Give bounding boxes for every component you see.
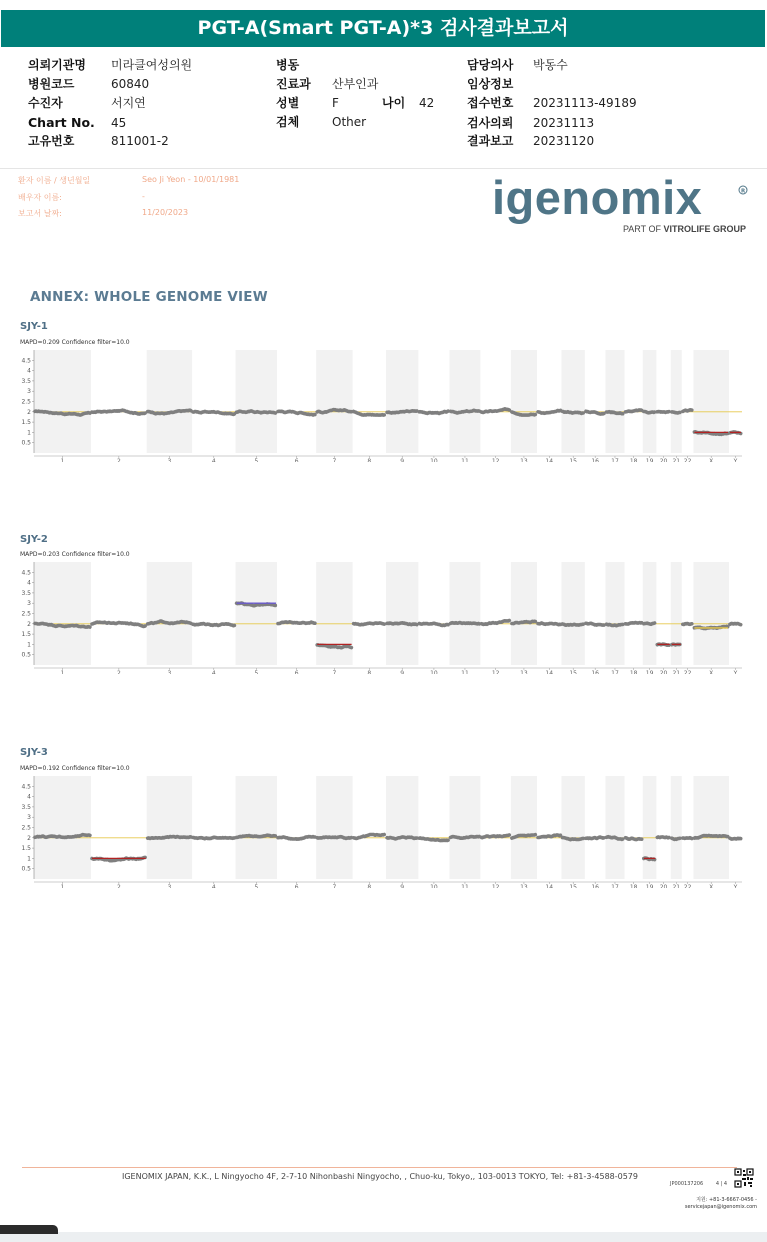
- chromosome-data-X: [694, 835, 727, 838]
- report-date-label: 보고서 날짜:: [18, 209, 62, 218]
- x-tick-label: 18: [629, 670, 638, 674]
- chromosome-data-10: [419, 411, 448, 413]
- y-tick-label: 3: [27, 814, 31, 822]
- sample-label: SJY-3: [20, 747, 48, 758]
- info-value: 서지연: [111, 96, 146, 110]
- info-label: 접수번호: [467, 96, 514, 110]
- chromosome-data-7: [317, 837, 351, 839]
- y-tick-label: 1: [27, 641, 31, 649]
- y-tick-label: 3.5: [21, 803, 31, 811]
- chromosome-data-22: [683, 624, 692, 625]
- sample-label: SJY-2: [20, 534, 48, 545]
- footer-address: IGENOMIX JAPAN, K.K., L Ningyocho 4F, 2-7-10 Nihonbashi Ningyocho, , Chuo-ku, Tokyo,, 103-0013 TOKYO, Tel: +81-3-4588-0579: [121, 1172, 638, 1181]
- chromosome-band: [236, 776, 277, 879]
- info-label: 임상정보: [467, 77, 514, 91]
- info-value: 미라클여성의원: [111, 58, 193, 72]
- contact-email: servicejapan@igenomix.com: [684, 1204, 757, 1210]
- x-tick-label: 6: [294, 458, 299, 462]
- info-divider: [0, 168, 767, 169]
- chromosome-data-11: [451, 837, 480, 839]
- x-tick-label: 17: [611, 670, 619, 674]
- chromosome-data-9: [387, 837, 417, 839]
- chromosome-band: [34, 776, 91, 879]
- info-value: 20231120: [533, 134, 595, 148]
- x-tick-label: 21: [672, 670, 681, 674]
- x-tick-label: 4: [211, 670, 216, 674]
- chromosome-data-4: [193, 411, 234, 414]
- y-tick-label: 3.5: [21, 589, 31, 597]
- chromosome-band: [511, 776, 537, 879]
- y-tick-label: 2.5: [21, 398, 31, 406]
- x-tick-label: 8: [367, 670, 372, 674]
- x-tick-label: 7: [332, 884, 337, 888]
- info-label: 성별: [276, 96, 300, 110]
- svg-text:R: R: [741, 188, 746, 195]
- chromosome-band: [450, 562, 481, 665]
- chromosome-data-2: [92, 410, 145, 414]
- bottom-scrollbar[interactable]: [0, 1232, 767, 1242]
- chromosome-data-18: [626, 410, 642, 412]
- chromosome-band: [316, 562, 352, 665]
- x-tick-label: 17: [611, 884, 619, 888]
- x-tick-label: 10: [430, 458, 438, 462]
- chromosome-band: [671, 350, 682, 453]
- y-tick-label: 4.5: [21, 569, 31, 577]
- x-tick-label: 5: [254, 884, 259, 888]
- chromosome-data-17: [607, 412, 623, 414]
- report-date-value: 11/20/2023: [142, 208, 189, 217]
- plot-note: MAPD=0.203 Confidence filter=10.0: [20, 551, 130, 558]
- x-tick-label: 9: [400, 884, 405, 888]
- x-tick-label: 19: [645, 458, 654, 462]
- contact-phone: 지원: +81-3-6667-0456 -: [696, 1197, 757, 1203]
- chromosome-band: [34, 562, 91, 665]
- footer-divider: [22, 1167, 737, 1168]
- x-tick-label: 16: [591, 884, 599, 888]
- chromosome-data-18: [626, 838, 642, 840]
- chromosome-band: [693, 776, 729, 879]
- chromosome-band: [236, 562, 277, 665]
- page-title: PGT-A(Smart PGT-A)*3 검사결과보고서: [1, 10, 765, 47]
- chromosome-data-19: [644, 412, 655, 413]
- chromosome-data-Y: [730, 623, 741, 624]
- chromosome-band: [386, 350, 418, 453]
- x-tick-label: 6: [294, 884, 299, 888]
- y-tick-label: 0.5: [21, 651, 31, 659]
- info-value: 박동수: [533, 58, 568, 72]
- info-label: 검체: [276, 115, 300, 129]
- chromosome-data-8: [354, 623, 385, 625]
- y-tick-label: 3: [27, 600, 31, 608]
- chromosome-band: [671, 562, 682, 665]
- qr-code-icon: [734, 1168, 754, 1188]
- x-tick-label: 3: [167, 884, 172, 888]
- y-tick-label: 2: [27, 834, 31, 842]
- x-tick-label: 19: [645, 884, 654, 888]
- chromosome-data-21: [672, 838, 680, 839]
- chromosome-data-9: [387, 623, 417, 625]
- y-tick-label: 1.5: [21, 845, 31, 853]
- x-tick-label: 5: [254, 458, 259, 462]
- x-tick-label: 22: [683, 884, 692, 888]
- y-tick-label: 0.5: [21, 865, 31, 873]
- y-tick-label: 1: [27, 855, 31, 863]
- chromosome-band: [147, 350, 192, 453]
- info-label: 의뢰기관명: [28, 58, 86, 72]
- info-label: Chart No.: [28, 115, 95, 130]
- y-tick-label: 2.5: [21, 610, 31, 618]
- x-tick-label: Y: [733, 670, 738, 674]
- chromosome-band: [643, 562, 657, 665]
- genome-plot-sjy-3: [12, 763, 752, 888]
- chromosome-data-13: [512, 621, 535, 623]
- chromosome-band: [386, 562, 418, 665]
- chromosome-data-6: [278, 837, 315, 840]
- y-tick-label: 2: [27, 620, 31, 628]
- chromosome-band: [147, 776, 192, 879]
- chromosome-data-2: [92, 622, 145, 626]
- x-tick-label: X: [709, 884, 714, 888]
- logo-brand: igenomix: [492, 172, 703, 224]
- x-tick-label: 12: [491, 670, 500, 674]
- x-tick-label: X: [709, 670, 714, 674]
- x-tick-label: 13: [520, 884, 528, 888]
- chromosome-data-10: [419, 838, 448, 841]
- info-label: 결과보고: [467, 134, 514, 148]
- info-label: 나이: [382, 96, 406, 110]
- info-value: 20231113-49189: [533, 96, 637, 110]
- chromosome-data-20: [657, 412, 669, 413]
- x-tick-label: 22: [683, 670, 692, 674]
- chromosome-band: [511, 562, 537, 665]
- y-tick-label: 1.5: [21, 419, 31, 427]
- footer-contact: [650, 1197, 757, 1211]
- chromosome-data-14: [538, 623, 561, 625]
- x-tick-label: Y: [733, 884, 738, 888]
- chromosome-data-18: [626, 623, 642, 625]
- x-tick-label: 1: [60, 670, 65, 674]
- x-tick-label: 22: [683, 458, 692, 462]
- chromosome-data-4: [193, 624, 234, 626]
- x-tick-label: 1: [60, 884, 65, 888]
- sample-label: SJY-1: [20, 321, 48, 332]
- chromosome-band: [316, 776, 352, 879]
- info-value: Other: [332, 115, 367, 129]
- chromosome-band: [605, 562, 624, 665]
- x-tick-label: 3: [167, 670, 172, 674]
- chromosome-data-16: [586, 623, 604, 625]
- x-tick-label: 5: [254, 670, 259, 674]
- x-tick-label: 16: [591, 458, 599, 462]
- chromosome-data-17: [607, 624, 623, 626]
- chromosome-data-20: [657, 837, 669, 838]
- x-tick-label: 15: [569, 884, 578, 888]
- info-label: 수진자: [28, 96, 63, 110]
- info-value: F: [332, 96, 339, 110]
- x-tick-label: 14: [545, 458, 554, 462]
- chromosome-data-21: [672, 412, 680, 413]
- info-label: 병동: [276, 58, 300, 72]
- info-value: 811001-2: [111, 134, 169, 148]
- y-tick-label: 1.5: [21, 631, 31, 639]
- chromosome-data-14: [538, 835, 561, 838]
- x-tick-label: 11: [461, 670, 469, 674]
- igenomix-logo: [490, 172, 752, 238]
- x-tick-label: 19: [645, 670, 654, 674]
- x-tick-label: 3: [167, 458, 172, 462]
- chromosome-band: [450, 776, 481, 879]
- x-tick-label: 18: [629, 884, 638, 888]
- x-tick-label: 2: [116, 884, 121, 888]
- x-tick-label: 10: [430, 670, 438, 674]
- page-number: 4 | 4: [715, 1181, 728, 1187]
- x-tick-label: 8: [367, 884, 372, 888]
- info-value: 45: [111, 116, 127, 130]
- x-tick-label: 15: [569, 458, 578, 462]
- y-tick-label: 2: [27, 408, 31, 416]
- genome-plot-sjy-2: [12, 549, 752, 674]
- x-tick-label: 20: [659, 458, 668, 462]
- plot-note: MAPD=0.209 Confidence filter=10.0: [20, 339, 130, 346]
- x-tick-label: 14: [545, 670, 554, 674]
- chromosome-band: [693, 562, 729, 665]
- chromosome-band: [562, 350, 585, 453]
- plot-note: MAPD=0.192 Confidence filter=10.0: [20, 765, 130, 772]
- x-tick-label: 9: [400, 458, 405, 462]
- chromosome-data-19: [644, 623, 655, 624]
- chromosome-data-15: [563, 838, 584, 840]
- genome-plot-sjy-1: [12, 337, 752, 462]
- chromosome-data-11: [451, 623, 480, 624]
- x-tick-label: 9: [400, 670, 405, 674]
- bottom-tab[interactable]: [0, 1225, 58, 1234]
- y-tick-label: 2.5: [21, 824, 31, 832]
- x-tick-label: 11: [461, 884, 469, 888]
- chromosome-data-10: [419, 623, 448, 625]
- x-tick-label: 7: [332, 670, 337, 674]
- chromosome-data-14: [538, 410, 561, 413]
- chromosome-data-3: [148, 837, 191, 839]
- x-tick-label: 8: [367, 458, 372, 462]
- x-tick-label: 18: [629, 458, 638, 462]
- x-tick-label: 1: [60, 458, 65, 462]
- x-tick-label: 17: [611, 458, 619, 462]
- x-tick-label: 12: [491, 458, 500, 462]
- x-tick-label: Y: [733, 458, 738, 462]
- y-tick-label: 4.5: [21, 357, 31, 365]
- y-tick-label: 3: [27, 388, 31, 396]
- info-value: 60840: [111, 77, 150, 91]
- y-tick-label: 4: [27, 793, 31, 801]
- chromosome-band: [671, 776, 682, 879]
- x-tick-label: 4: [211, 458, 216, 462]
- annex-title: ANNEX: WHOLE GENOME VIEW: [30, 289, 268, 305]
- chromosome-band: [34, 350, 91, 453]
- chromosome-data-16: [586, 837, 604, 839]
- x-tick-label: 20: [659, 884, 668, 888]
- y-tick-label: 0.5: [21, 439, 31, 447]
- x-tick-label: 15: [569, 670, 578, 674]
- chromosome-band: [605, 776, 624, 879]
- y-tick-label: 4: [27, 367, 31, 375]
- info-label: 담당의사: [467, 58, 514, 72]
- chromosome-band: [450, 350, 481, 453]
- x-tick-label: 2: [116, 670, 121, 674]
- x-tick-label: 20: [659, 670, 668, 674]
- chromosome-band: [643, 776, 657, 879]
- chromosome-band: [693, 350, 729, 453]
- y-tick-label: 1: [27, 429, 31, 437]
- footer-doc-code: [670, 1181, 727, 1187]
- x-tick-label: 11: [461, 458, 469, 462]
- chromosome-band: [316, 350, 352, 453]
- chromosome-data-5: [237, 411, 276, 413]
- x-tick-label: 21: [672, 884, 681, 888]
- x-tick-label: 13: [520, 458, 528, 462]
- x-tick-label: 21: [672, 458, 681, 462]
- chromosome-band: [236, 350, 277, 453]
- x-tick-label: 7: [332, 458, 337, 462]
- chromosome-data-22: [683, 838, 692, 839]
- x-tick-label: 4: [211, 884, 216, 888]
- logo-tagline: PART OF VITROLIFE GROUP: [622, 224, 746, 234]
- y-tick-label: 4: [27, 579, 31, 587]
- chromosome-band: [511, 350, 537, 453]
- chromosome-band: [562, 776, 585, 879]
- info-label: 병원코드: [28, 77, 75, 91]
- doc-code: JP000137206: [670, 1181, 704, 1187]
- chromosome-data-6: [278, 622, 315, 624]
- x-tick-label: 10: [430, 884, 438, 888]
- partner-value: -: [142, 192, 145, 201]
- x-tick-label: 12: [491, 884, 500, 888]
- info-label: 고유번호: [28, 134, 75, 148]
- chromosome-data-15: [563, 624, 584, 625]
- x-tick-label: 16: [591, 670, 599, 674]
- chromosome-data-12: [481, 835, 509, 838]
- chromosome-data-5: [237, 835, 276, 837]
- info-label: 진료과: [276, 77, 311, 91]
- info-value: 산부인과: [332, 77, 379, 91]
- chromosome-band: [562, 562, 585, 665]
- chromosome-data-22: [683, 410, 692, 412]
- x-tick-label: 13: [520, 670, 528, 674]
- info-value: 42: [419, 96, 435, 110]
- info-label: 검사의뢰: [467, 116, 514, 130]
- x-tick-label: 2: [116, 458, 121, 462]
- chromosome-band: [147, 562, 192, 665]
- chromosome-band: [605, 350, 624, 453]
- patient-name-value: Seo Ji Yeon - 10/01/1981: [142, 175, 240, 184]
- patient-name-label: 환자 이름 / 생년월일: [18, 176, 91, 185]
- y-tick-label: 4.5: [21, 783, 31, 791]
- info-value: 20231113: [533, 116, 595, 130]
- y-tick-label: 3.5: [21, 377, 31, 385]
- chromosome-data-11: [451, 410, 480, 413]
- chromosome-data-Y: [730, 838, 741, 839]
- chromosome-data-4: [193, 837, 234, 838]
- x-tick-label: 14: [545, 884, 554, 888]
- x-tick-label: 6: [294, 670, 299, 674]
- chromosome-band: [643, 350, 657, 453]
- partner-label: 배우자 이름:: [18, 193, 62, 202]
- x-tick-label: X: [709, 458, 714, 462]
- chromosome-band: [386, 776, 418, 879]
- chromosome-data-15: [563, 411, 584, 413]
